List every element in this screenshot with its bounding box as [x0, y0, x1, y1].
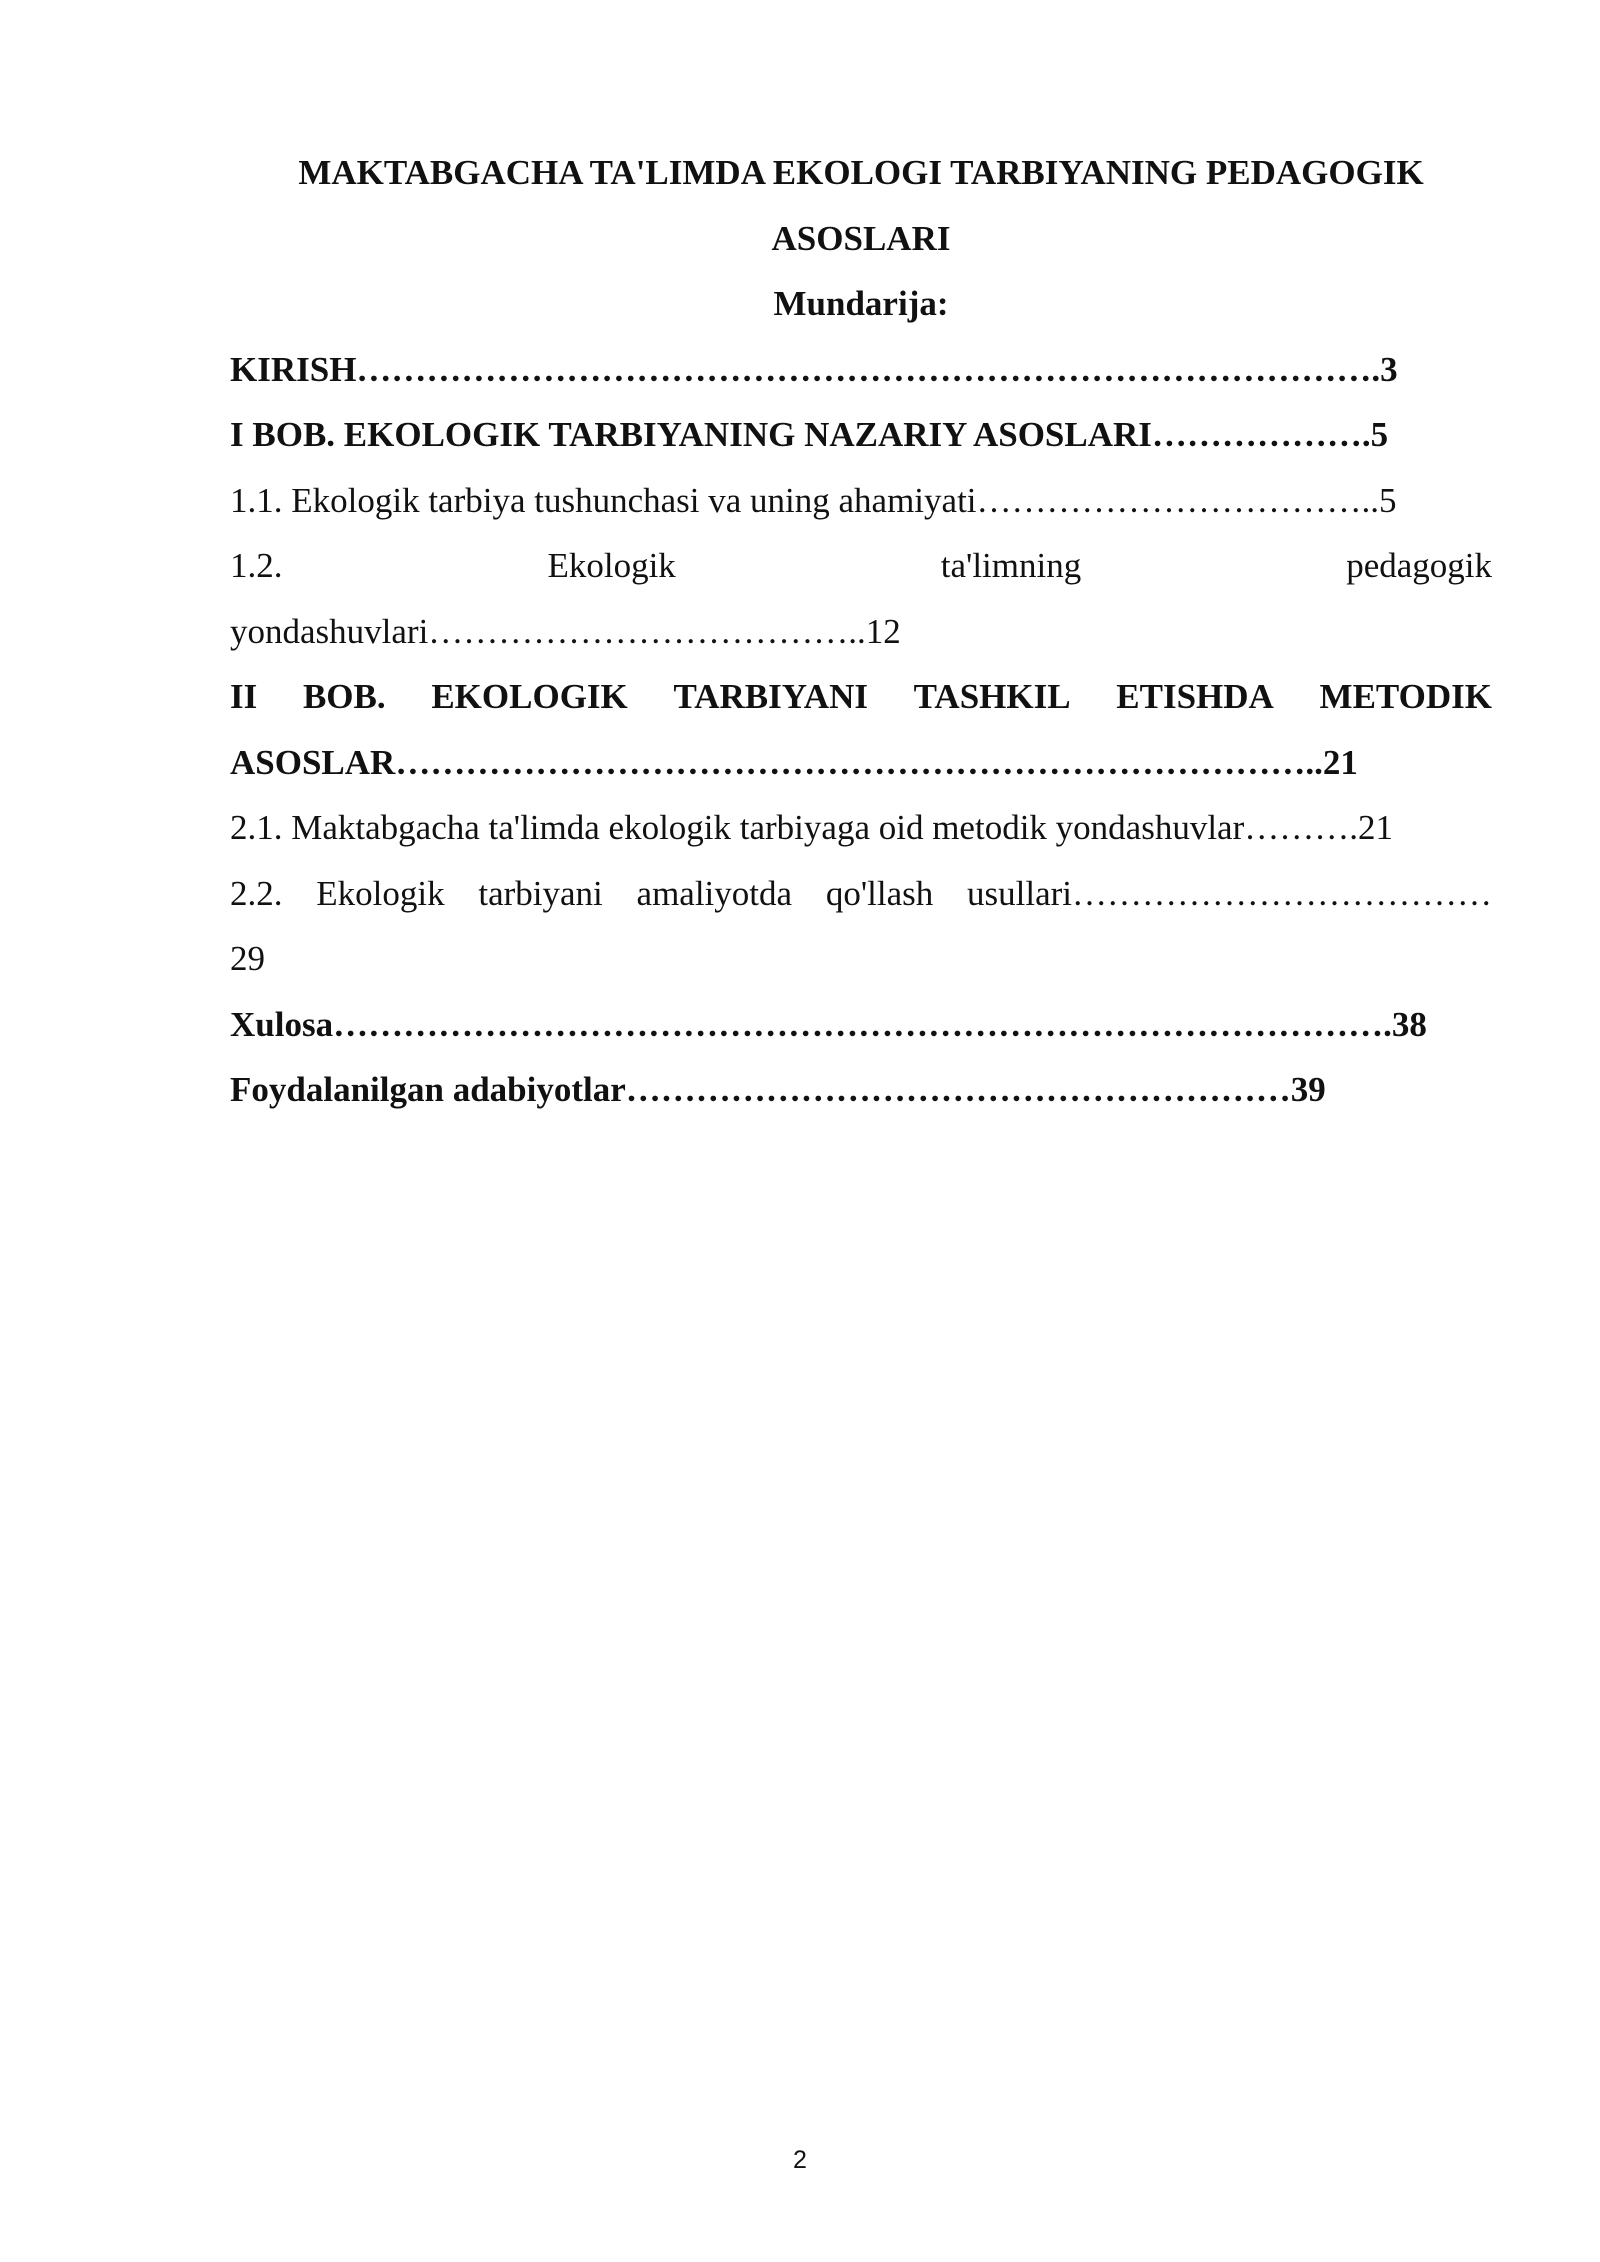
- toc-word: TARBIYANI: [673, 677, 868, 716]
- toc-word: pedagogik: [1346, 546, 1492, 585]
- toc-entry-section-2-2-line-2: 29: [230, 939, 265, 978]
- toc-word: Ekologik: [547, 546, 676, 585]
- toc-heading: Mundarija:: [773, 284, 949, 323]
- toc-entry-section-2-1: 2.1. Maktabgacha ta'limda ekologik tarbiyaga oid metodik yondashuvlar……….21: [230, 808, 1393, 847]
- toc-word: 2.2.: [230, 873, 283, 913]
- toc-word: EKOLOGIK: [431, 677, 628, 716]
- toc-entry-chapter-1: I BOB. EKOLOGIK TARBIYANING NAZARIY ASOSLARI……………….5: [230, 415, 1389, 454]
- toc-word: qo'llash: [825, 873, 934, 913]
- toc-word: usullari………………………………: [967, 873, 1492, 913]
- toc-word: 1.2.: [230, 546, 283, 585]
- toc-entry-section-2-2-line-1: [230, 861, 1492, 927]
- toc-entry-chapter-2-line-2: ASOSLAR……………………………………………………………………..21: [230, 742, 1358, 782]
- toc-entry-chapter-2-line-1: [230, 664, 1492, 730]
- toc-entry-section-1-1: 1.1. Ekologik tarbiya tushunchasi va uning ahamiyati……………………………..5: [230, 480, 1397, 520]
- toc-word: TASHKIL: [913, 677, 1071, 716]
- document-title-line-1: MAKTABGACHA TA'LIMDA EKOLOGI TARBIYANING PEDAGOGIK: [298, 153, 1424, 192]
- toc-entry-section-1-2-line-2: yondashuvlari………………………………..12: [230, 611, 901, 651]
- toc-word: amaliyotda: [636, 873, 793, 913]
- toc-word: tarbiyani: [478, 873, 603, 913]
- page-number: 2: [793, 2146, 807, 2174]
- toc-word: BOB.: [302, 677, 386, 716]
- document-content: [230, 140, 1492, 1123]
- toc-word: ta'limning: [940, 546, 1082, 585]
- toc-word: Ekologik: [316, 873, 445, 913]
- document-title-line-2: ASOSLARI: [771, 218, 951, 258]
- toc-entry-section-1-2-line-1: [230, 533, 1492, 599]
- toc-word: II: [230, 677, 258, 716]
- toc-word: ETISHDA: [1116, 677, 1274, 716]
- toc-entry-bibliography: Foydalanilgan adabiyotlar…………………………………………………39: [230, 1070, 1326, 1109]
- toc-word: METODIK: [1319, 677, 1492, 716]
- toc-entry-xulosa: Xulosa……………………………………………………………………………….38: [230, 1004, 1427, 1044]
- toc-entry-kirish: KIRISH…………………………………………………………………………….3: [230, 349, 1398, 389]
